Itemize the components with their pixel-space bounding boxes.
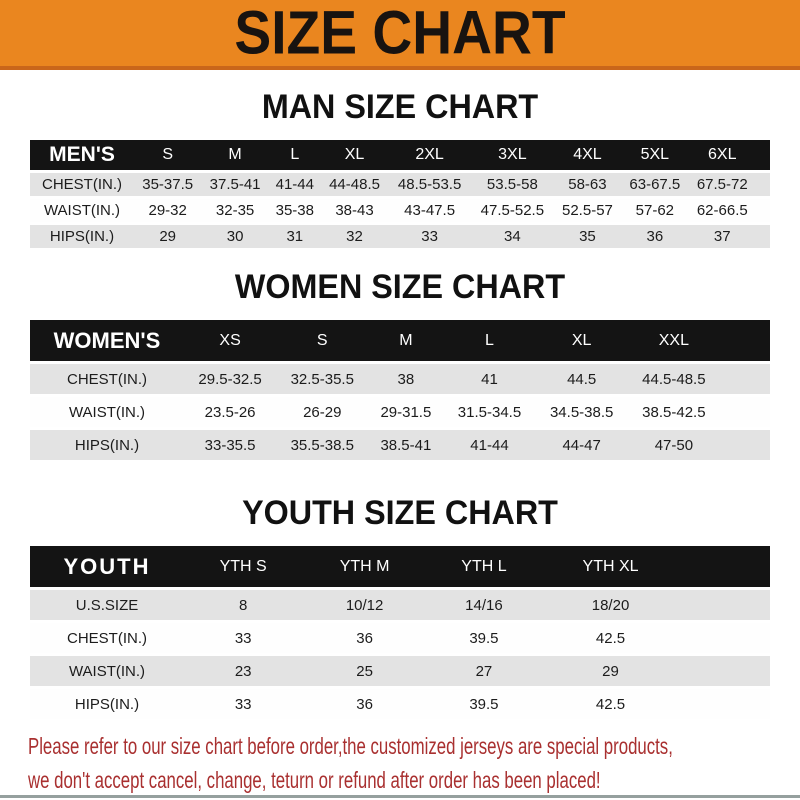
women-size-table (30, 317, 770, 463)
spacer-cell (680, 656, 770, 686)
size-cell: 52.5-57 (554, 199, 621, 222)
women-hips-row (30, 430, 770, 460)
men-section-title: MAN SIZE CHART (261, 88, 539, 126)
youth-col-header: YTH L (427, 546, 541, 587)
youth-col-header: YTH XL (541, 546, 680, 587)
row-label: U.S.SIZE (30, 590, 184, 620)
spacer-cell (756, 199, 770, 222)
disclaimer-line (28, 731, 800, 765)
size-cell: 30 (201, 225, 268, 248)
size-cell: 63-67.5 (621, 173, 688, 196)
size-cell: 38-43 (321, 199, 388, 222)
women-section-title: WOMEN SIZE CHART (234, 268, 566, 307)
spacer-cell (720, 397, 770, 427)
size-cell: 35-37.5 (134, 173, 201, 196)
men-col-header: M (201, 140, 268, 170)
size-cell: 18/20 (541, 590, 680, 620)
size-cell: 39.5 (427, 623, 541, 653)
spacer-cell (680, 623, 770, 653)
row-label: WAIST(IN.) (30, 656, 184, 686)
men-waist-row (30, 199, 770, 222)
spacer-cell (756, 225, 770, 248)
women-col-header: XS (184, 320, 276, 361)
size-cell: 33 (388, 225, 471, 248)
size-cell: 32.5-35.5 (276, 364, 368, 394)
men-table-label: MEN'S (30, 140, 134, 170)
size-cell: 26-29 (276, 397, 368, 427)
size-cell: 58-63 (554, 173, 621, 196)
size-cell: 35 (554, 225, 621, 248)
row-label: WAIST(IN.) (30, 199, 134, 222)
disclaimer (28, 731, 800, 799)
size-cell: 38 (368, 364, 443, 394)
men-col-header: 6XL (689, 140, 756, 170)
size-cell: 10/12 (302, 590, 426, 620)
disclaimer-text-1: Please refer to our size chart before order,the customized jerseys are special products, (28, 733, 673, 760)
women-col-header: M (368, 320, 443, 361)
size-cell: 29 (541, 656, 680, 686)
youth-hips-row (30, 689, 770, 719)
women-col-header: S (276, 320, 368, 361)
men-header-row (30, 140, 770, 170)
size-cell: 44-47 (536, 430, 628, 460)
size-cell: 33-35.5 (184, 430, 276, 460)
row-label: CHEST(IN.) (30, 173, 134, 196)
size-cell: 34.5-38.5 (536, 397, 628, 427)
youth-table-label: YOUTH (30, 546, 184, 587)
banner (0, 0, 800, 70)
youth-header-row (30, 546, 770, 587)
women-table-label: WOMEN'S (30, 320, 184, 361)
size-cell: 41-44 (269, 173, 321, 196)
spacer-cell (720, 320, 770, 361)
spacer-cell (756, 140, 770, 170)
size-cell: 37 (689, 225, 756, 248)
spacer-cell (680, 590, 770, 620)
size-cell: 35.5-38.5 (276, 430, 368, 460)
size-cell: 33 (184, 623, 302, 653)
spacer-cell (756, 173, 770, 196)
size-cell: 35-38 (269, 199, 321, 222)
women-col-header: L (443, 320, 535, 361)
size-cell: 38.5-42.5 (628, 397, 720, 427)
row-label: CHEST(IN.) (30, 623, 184, 653)
size-cell: 23 (184, 656, 302, 686)
men-chest-row (30, 173, 770, 196)
page-title: SIZE CHART (234, 0, 566, 67)
size-cell: 44-48.5 (321, 173, 388, 196)
row-label: HIPS(IN.) (30, 689, 184, 719)
size-cell: 57-62 (621, 199, 688, 222)
size-cell: 47.5-52.5 (471, 199, 554, 222)
men-hips-row (30, 225, 770, 248)
row-label: HIPS(IN.) (30, 430, 184, 460)
size-cell: 27 (427, 656, 541, 686)
size-cell: 34 (471, 225, 554, 248)
youth-col-header: YTH M (302, 546, 426, 587)
size-cell: 23.5-26 (184, 397, 276, 427)
spacer-cell (720, 364, 770, 394)
spacer-cell (720, 430, 770, 460)
size-cell: 36 (621, 225, 688, 248)
size-cell: 41 (443, 364, 535, 394)
size-cell: 33 (184, 689, 302, 719)
youth-chest-row (30, 623, 770, 653)
size-cell: 29-31.5 (368, 397, 443, 427)
size-cell: 29-32 (134, 199, 201, 222)
men-col-header: XL (321, 140, 388, 170)
size-cell: 44.5 (536, 364, 628, 394)
size-cell: 36 (302, 623, 426, 653)
women-header-row (30, 320, 770, 361)
size-cell: 42.5 (541, 689, 680, 719)
men-col-header: L (269, 140, 321, 170)
row-label: WAIST(IN.) (30, 397, 184, 427)
size-cell: 48.5-53.5 (388, 173, 471, 196)
women-chest-row (30, 364, 770, 394)
size-cell: 29 (134, 225, 201, 248)
size-cell: 8 (184, 590, 302, 620)
size-cell: 37.5-41 (201, 173, 268, 196)
size-cell: 14/16 (427, 590, 541, 620)
spacer-cell (680, 546, 770, 587)
size-cell: 47-50 (628, 430, 720, 460)
disclaimer-text-2: we don't accept cancel, change, teturn or refund after order has been placed! (28, 767, 601, 794)
size-cell: 29.5-32.5 (184, 364, 276, 394)
row-label: CHEST(IN.) (30, 364, 184, 394)
size-cell: 53.5-58 (471, 173, 554, 196)
youth-col-header: YTH S (184, 546, 302, 587)
men-col-header: 3XL (471, 140, 554, 170)
size-cell: 38.5-41 (368, 430, 443, 460)
size-cell: 44.5-48.5 (628, 364, 720, 394)
men-col-header: 2XL (388, 140, 471, 170)
size-cell: 62-66.5 (689, 199, 756, 222)
women-waist-row (30, 397, 770, 427)
size-cell: 41-44 (443, 430, 535, 460)
youth-size-table (30, 543, 770, 722)
women-col-header: XXL (628, 320, 720, 361)
men-col-header: S (134, 140, 201, 170)
spacer-cell (680, 689, 770, 719)
size-cell: 31 (269, 225, 321, 248)
size-cell: 31.5-34.5 (443, 397, 535, 427)
men-size-table (30, 137, 770, 251)
size-cell: 42.5 (541, 623, 680, 653)
size-cell: 39.5 (427, 689, 541, 719)
men-col-header: 5XL (621, 140, 688, 170)
bottom-border (0, 795, 800, 798)
size-cell: 32-35 (201, 199, 268, 222)
size-cell: 67.5-72 (689, 173, 756, 196)
size-cell: 36 (302, 689, 426, 719)
youth-ussize-row (30, 590, 770, 620)
size-cell: 32 (321, 225, 388, 248)
women-col-header: XL (536, 320, 628, 361)
youth-waist-row (30, 656, 770, 686)
men-col-header: 4XL (554, 140, 621, 170)
row-label: HIPS(IN.) (30, 225, 134, 248)
size-cell: 43-47.5 (388, 199, 471, 222)
size-cell: 25 (302, 656, 426, 686)
youth-section-title: YOUTH SIZE CHART (242, 494, 558, 533)
